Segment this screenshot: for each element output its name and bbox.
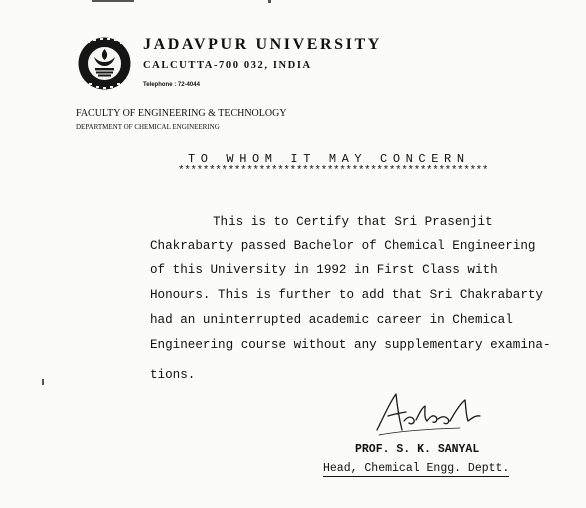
university-seal-icon	[77, 36, 132, 91]
telephone-number: Telephone : 72-4044	[143, 82, 200, 88]
scan-speck	[92, 0, 134, 2]
handwritten-signature	[370, 390, 490, 438]
body-line: of this University in 1992 in First Class with	[150, 263, 498, 277]
salutation-heading: TO WHOM IT MAY CONCERN	[188, 152, 470, 166]
scan-speck	[42, 379, 44, 385]
body-line: tions.	[150, 368, 196, 382]
body-line: had an uninterrupted academic career in Chemical	[150, 313, 513, 327]
body-line: Chakrabarty passed Bachelor of Chemical Engineering	[150, 239, 536, 253]
scan-speck	[268, 0, 271, 3]
department-name: DEPARTMENT OF CHEMICAL ENGINEERING	[76, 123, 220, 131]
signatory-name: PROF. S. K. SANYAL	[355, 443, 480, 456]
university-address: CALCUTTA-700 032, INDIA	[143, 60, 312, 71]
university-name: JADAVPUR UNIVERSITY	[143, 36, 382, 53]
body-line: Honours. This is further to add that Sri Chakrabarty	[150, 288, 543, 302]
signatory-title: Head, Chemical Engg. Deptt.	[323, 462, 510, 475]
body-line: This is to Certify that Sri Prasenjit	[213, 215, 493, 229]
faculty-name: FACULTY OF ENGINEERING & TECHNOLOGY	[76, 108, 287, 119]
body-line: Engineering course without any supplementary examina-	[150, 338, 551, 352]
salutation-star-underline: **************************************************	[178, 165, 489, 177]
